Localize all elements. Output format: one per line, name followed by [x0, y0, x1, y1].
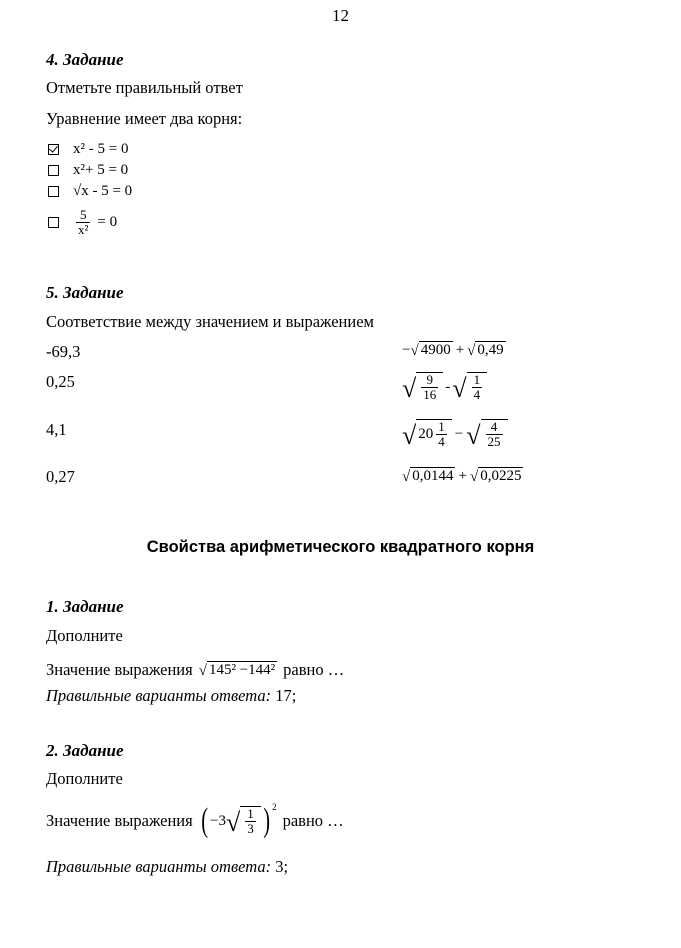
- checkbox-icon[interactable]: [48, 217, 59, 228]
- task4-question: Уравнение имеет два корня:: [46, 109, 243, 128]
- task5-expression-2: √ $\frac{9}{16}$ - √ $\frac{1}{4}$: [402, 372, 487, 402]
- option-3-expression: √x - 5 = 0: [73, 182, 133, 199]
- task4-option-4[interactable]: [48, 203, 117, 241]
- option-1-expression: x² - 5 = 0: [73, 140, 129, 157]
- section-task2-title: 2. Задание: [46, 741, 124, 760]
- section-task2-expression: ( −3 √ $\frac{1}{3}$ ) $^2$: [200, 802, 277, 839]
- checkbox-icon[interactable]: [48, 186, 59, 197]
- section-task2-instruction: Дополните: [46, 769, 123, 788]
- task4-instruction: Отметьте правильный ответ: [46, 78, 243, 97]
- section-task2-answer: Правильные варианты ответа: 3;: [46, 857, 289, 876]
- task4-title: 4. Задание: [46, 50, 124, 69]
- section-task1-instruction: Дополните: [46, 626, 123, 645]
- task4-option-2[interactable]: [48, 160, 128, 180]
- task5-expression-3: √ 20 $\frac{1}{4}$ − √ $\frac{4}{25}$: [402, 419, 508, 449]
- section-task1-question: Значение выражения √ 145² −144² равно …: [46, 660, 345, 679]
- option-4-expression: $\frac{5}{\text{x²}}$ = 0: [78, 206, 118, 237]
- section-task1-title: 1. Задание: [46, 597, 124, 616]
- checkbox-checked-icon[interactable]: [48, 144, 59, 155]
- task5-value-1: -69,3: [46, 342, 81, 361]
- task4-option-3[interactable]: [48, 181, 132, 201]
- section-task2-question: Значение выражения ( −3 √ $\frac{1}{3}$ ) $^2$ равно …: [46, 802, 344, 839]
- task5-instruction: Соответствие между значением и выражением: [46, 312, 374, 331]
- option-2-expression: x²+ 5 = 0: [73, 161, 129, 178]
- page-number: 12: [332, 6, 349, 25]
- task5-value-2: 0,25: [46, 372, 75, 391]
- task4-option-1[interactable]: [48, 139, 128, 159]
- section-heading: Свойства арифметического квадратного корня: [146, 538, 535, 556]
- section-task1-answer: Правильные варианты ответа: 17;: [46, 686, 297, 705]
- checkbox-icon[interactable]: [48, 165, 59, 176]
- task5-expression-4: √ 0,0144 + √ 0,0225: [402, 467, 522, 485]
- task5-title: 5. Задание: [46, 283, 124, 302]
- task5-value-3: 4,1: [46, 420, 67, 439]
- task5-value-4: 0,27: [46, 467, 75, 486]
- task5-expression-1: − √ 4900 + √ 0,49: [402, 341, 504, 359]
